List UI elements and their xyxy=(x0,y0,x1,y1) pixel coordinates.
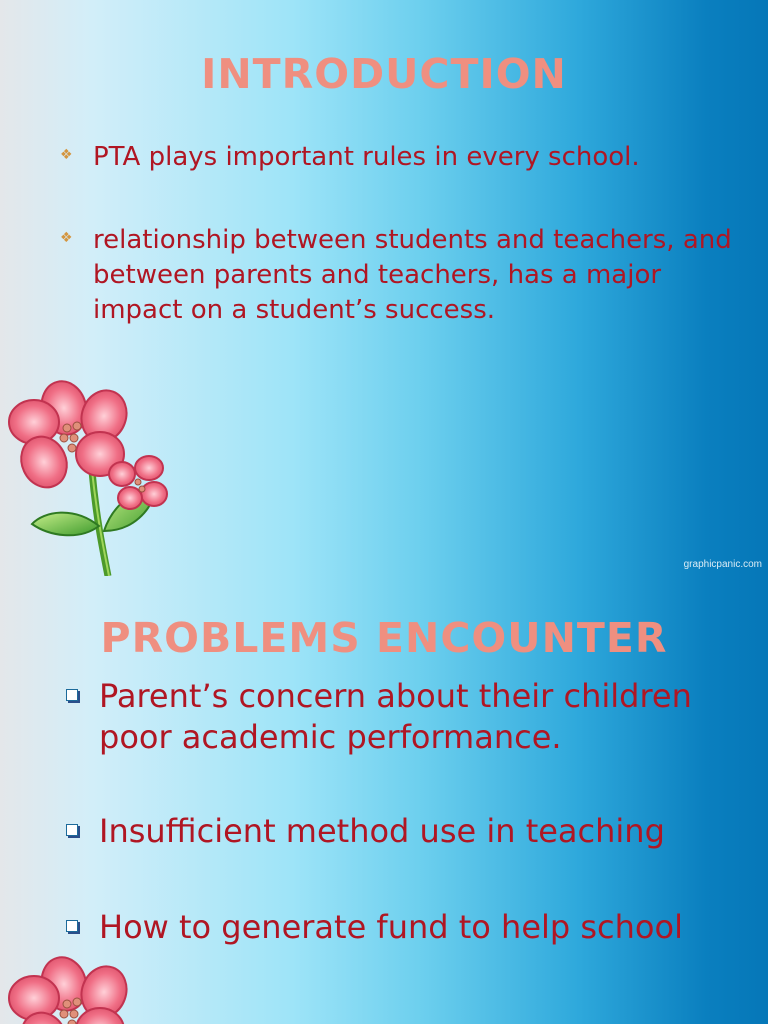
bullet-list xyxy=(64,676,744,948)
bullet-text: relationship between students and teachers, and between parents and teachers, has a major impact on a student’s success. xyxy=(93,225,732,325)
slide-title: PROBLEMS ENCOUNTER xyxy=(100,614,668,662)
watermark: graphicpanic.com xyxy=(683,559,762,570)
slide-title: INTRODUCTION xyxy=(201,50,567,98)
bullet-list xyxy=(58,140,748,376)
pink-flower-icon xyxy=(4,952,176,1024)
diamond-bullet-icon: ❖ xyxy=(60,147,73,163)
diamond-bullet-icon: ❖ xyxy=(60,230,73,246)
bullet-text: How to generate fund to help school xyxy=(99,908,683,946)
slide-problems-encounter xyxy=(0,576,768,1024)
bullet-text: Insufficient method use in teaching xyxy=(99,812,665,850)
pink-flower-icon xyxy=(4,376,176,576)
list-item xyxy=(64,907,744,948)
bullet-text: Parent’s concern about their children poor academic performance. xyxy=(99,677,692,756)
square-bullet-icon xyxy=(66,824,78,836)
list-item xyxy=(64,676,744,758)
square-bullet-icon xyxy=(66,689,78,701)
list-item xyxy=(64,811,744,852)
list-item xyxy=(58,140,748,175)
square-bullet-icon xyxy=(66,920,78,932)
bullet-text: PTA plays important rules in every school. xyxy=(93,142,640,172)
list-item xyxy=(58,223,748,328)
